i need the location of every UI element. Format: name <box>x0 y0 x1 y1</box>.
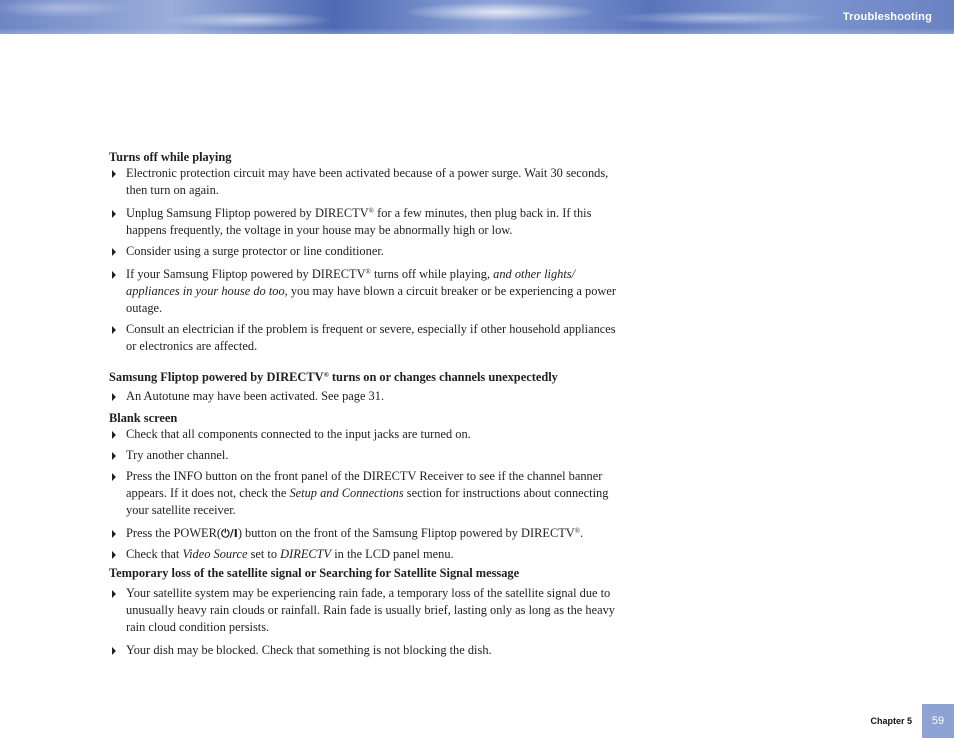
bullet-arrow-icon <box>112 590 116 598</box>
list-item: Consider using a surge protector or line conditioner. <box>109 243 624 260</box>
section-heading-blank-screen: Blank screen <box>109 411 178 425</box>
page-number: 59 <box>922 704 954 738</box>
list-item: An Autotune may have been activated. See page 31. <box>109 388 624 405</box>
bullet-list-turns-off <box>109 165 624 355</box>
bullet-arrow-icon <box>112 551 116 559</box>
section-heading-turns-off: Turns off while playing <box>109 150 232 164</box>
bullet-arrow-icon <box>112 530 116 538</box>
list-item: Check that Video Source set to DIRECTV in the LCD panel menu. <box>109 546 624 563</box>
bullet-arrow-icon <box>112 326 116 334</box>
list-item: Your satellite system may be experiencing rain fade, a temporary loss of the satellite signal due to unusually heavy rain clouds or rainfall. Rain fade is usually brief, lasting only as long as the heavy rain cloud condition persists. <box>109 585 624 636</box>
list-item: If your Samsung Fliptop powered by DIRECTV® turns off while playing, and other lights/ appliances in your house do too, you may have blown a circuit breaker or be experiencing a power outage. <box>109 266 624 317</box>
bullet-arrow-icon <box>112 431 116 439</box>
section-title: Troubleshooting <box>842 11 932 23</box>
bullet-list-blank-screen <box>109 426 624 563</box>
list-item: Unplug Samsung Fliptop powered by DIRECTV® for a few minutes, then plug back in. If this happens frequently, the voltage in your house may be abnormally high or low. <box>109 205 624 239</box>
list-item: Your dish may be blocked. Check that something is not blocking the dish. <box>109 642 624 659</box>
list-item: Try another channel. <box>109 447 624 464</box>
section-heading-turns-on-unexpectedly: Samsung Fliptop powered by DIRECTV® turns on or changes channels unexpectedly <box>109 370 558 384</box>
list-item: Electronic protection circuit may have been activated because of a power surge. Wait 30 seconds, then turn on again. <box>109 165 624 199</box>
list-item: Consult an electrician if the problem is frequent or severe, especially if other household appliances or electronics are affected. <box>109 321 624 355</box>
header-banner <box>0 0 954 34</box>
bullet-arrow-icon <box>112 647 116 655</box>
power-icon: ⏻/I <box>221 527 238 540</box>
page-content <box>109 149 624 659</box>
bullet-arrow-icon <box>112 393 116 401</box>
section-heading-signal-loss: Temporary loss of the satellite signal or Searching for Satellite Signal message <box>109 566 520 580</box>
list-item: Press the INFO button on the front panel of the DIRECTV Receiver to see if the channel banner appears. If it does not, check the Setup and Connections section for instructions about connecting your satellite receiver. <box>109 468 624 519</box>
bullet-arrow-icon <box>112 170 116 178</box>
bullet-list-signal-loss <box>109 585 624 659</box>
chapter-label: Chapter 5 <box>870 716 912 726</box>
list-item: Check that all components connected to the input jacks are turned on. <box>109 426 624 443</box>
bullet-list-autotune <box>109 388 624 405</box>
bullet-arrow-icon <box>112 210 116 218</box>
bullet-arrow-icon <box>112 473 116 481</box>
bullet-arrow-icon <box>112 248 116 256</box>
bullet-arrow-icon <box>112 452 116 460</box>
bullet-arrow-icon <box>112 271 116 279</box>
list-item: Press the POWER(⏻/I) button on the front of the Samsung Fliptop powered by DIRECTV®. <box>109 525 624 542</box>
